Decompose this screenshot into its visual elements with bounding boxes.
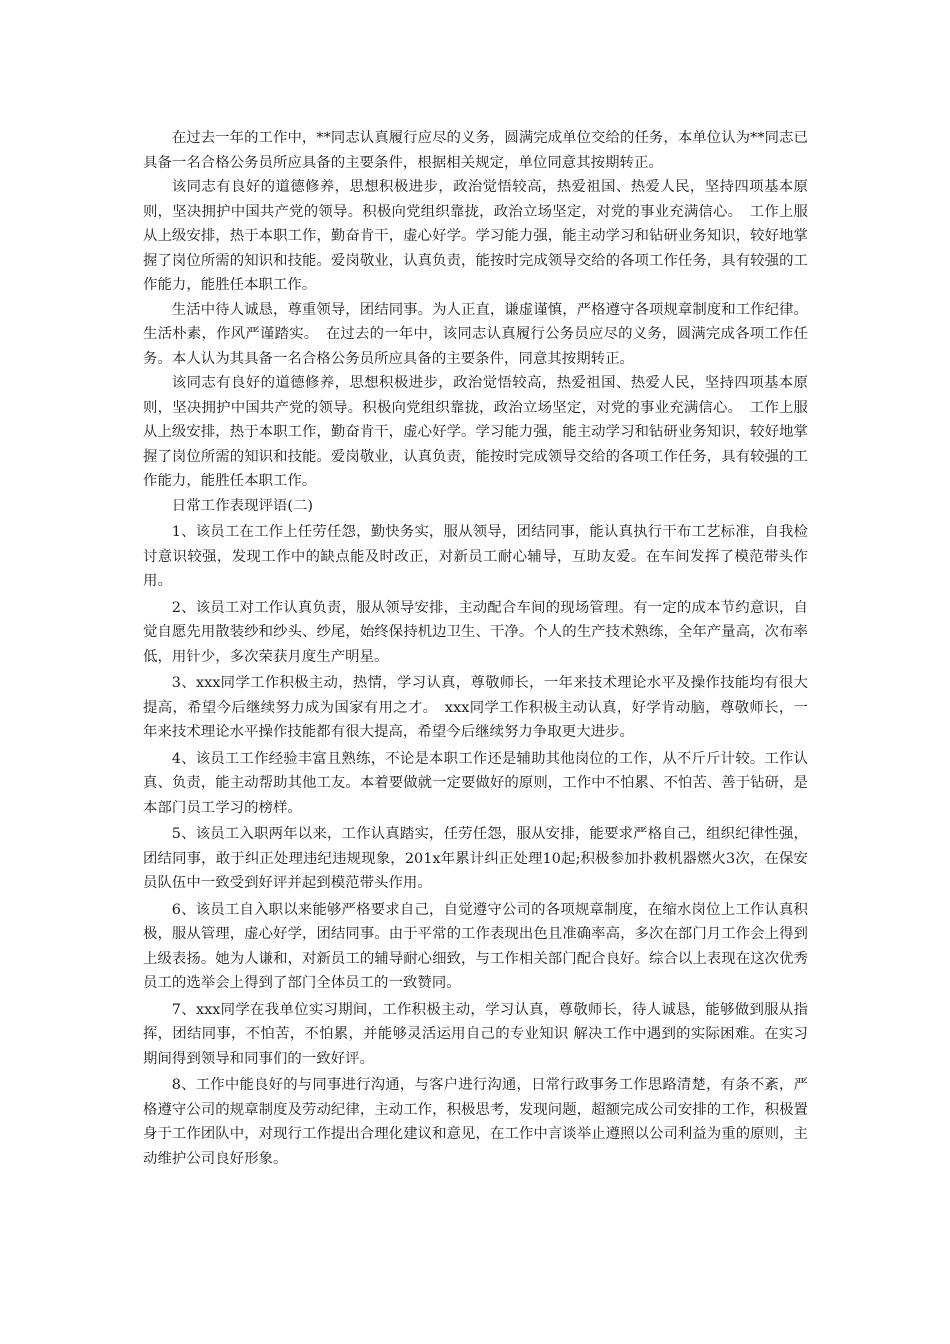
list-item-7: 7、xxx同学在我单位实习期间，工作积极主动，学习认真，尊敬师长，待人诚恳，能够做到服从指挥，团结同事，不怕苦，不怕累，并能够灵活运用自己的专业知识 解决工作中遇到的实际困难。在实习期间得到领导和同事们的一致好评。 (143, 1001, 808, 1067)
list-item-3: 3、xxx同学工作积极主动，热情，学习认真，尊敬师长，一年来技术理论水平及操作技能均有很大提高，希望今后继续努力成为国家有用之才。 xxx同学工作积极主动认真，好学肯动脑，尊敬师长，一年来技术理论水平操作技能都有很大提高，希望今后继续努力争取更大进步。 (143, 675, 808, 740)
section-heading: 日常工作表现评语(二) (171, 497, 314, 514)
paragraph-1: 在过去一年的工作中，**同志认真履行应尽的义务，圆满完成单位交给的任务，本单位认为**同志已具备一名合格公务员所应具备的主要条件，根据相关规定，单位同意其按期转正。 (143, 130, 808, 171)
list-item-6: 6、该员工自入职以来能够严格要求自己，自觉遵守公司的各项规章制度，在缩水岗位上工作认真积极，服从管理，虚心好学，团结同事。由于平常的工作表现出色且准确率高，多次在部门月工作会上得到上级表扬。她为人谦和，对新员工的辅导耐心细致，与工作相关部门配合良好。综合以上表现在这次优秀员工的选举会上得到了部门全体员工的一致赞同。 (143, 901, 808, 991)
paragraph-2: 该同志有良好的道德修养，思想积极进步，政治觉悟较高，热爱祖国、热爱人民，坚持四项基本原则，坚决拥护中国共产党的领导。积极向党组织靠拢，政治立场坚定，对党的事业充满信心。 工作上服从上级安排，热于本职工作，勤奋肯干，虚心好学。学习能力强，能主动学习和钻研业务知识，较好地掌握了岗位所需的知识和技能。爱岗敬业，认真负责，能按时完成领导交给的各项工作任务，具有较强的工作能力，能胜任本职工作。 (143, 179, 808, 293)
document-body (143, 126, 808, 1171)
list-item-1: 1、该员工在工作上任劳任怨，勤快务实，服从领导，团结同事，能认真执行干布工艺标准，自我检讨意识较强，发现工作中的缺点能及时改正，对新员工耐心辅导，互助友爱。在车间发挥了模范带头作用。 (143, 524, 808, 589)
paragraph-4: 该同志有良好的道德修养，思想积极进步，政治觉悟较高，热爱祖国、热爱人民，坚持四项基本原则，坚决拥护中国共产党的领导。积极向党组织靠拢，政治立场坚定，对党的事业充满信心。 工作上服从上级安排，热于本职工作，勤奋肯干，虚心好学。学习能力强，能主动学习和钻研业务知识，较好地掌握了岗位所需的知识和技能。爱岗敬业，认真负责，能按时完成领导交给的各项工作任务，具有较强的工作能力，能胜任本职工作。 (143, 375, 808, 489)
list-item-5: 5、该员工入职两年以来，工作认真踏实，任劳任怨，服从安排，能要求严格自己，组织纪律性强，团结同事，敢于纠正处理违纪违规现象，201x年累计纠正处理10起;积极参加扑救机器燃火3次，在保安员队伍中一致受到好评并起到模范带头作用。 (143, 826, 808, 891)
paragraph-3: 生活中待人诚恳，尊重领导，团结同事。为人正直，谦虚谨慎，严格遵守各项规章制度和工作纪律。生活朴素，作风严谨踏实。 在过去的一年中，该同志认真履行公务员应尽的义务，圆满完成各项工作任务。本人认为其具备一名合格公务员所应具备的主要条件，同意其按期转正。 (143, 301, 808, 367)
list-item-2: 2、该员工对工作认真负责，服从领导安排，主动配合车间的现场管理。有一定的成本节约意识，自觉自愿先用散装纱和纱头、纱尾，始终保持机边卫生、干净。个人的生产技术熟练，全年产量高，次布率低，用针少，多次荣获月度生产明星。 (143, 599, 808, 665)
list-item-4: 4、该员工工作经验丰富且熟练，不论是本职工作还是辅助其他岗位的工作，从不斤斤计较。工作认真、负责，能主动帮助其他工友。本着要做就一定要做好的原则，工作中不怕累、不怕苦、善于钻研，是本部门员工学习的榜样。 (143, 750, 808, 816)
list-item-8: 8、工作中能良好的与同事进行沟通，与客户进行沟通，日常行政事务工作思路清楚，有条不紊，严格遵守公司的规章制度及劳动纪律，主动工作，积极思考，发现问题，超额完成公司安排的工作，积极置身于工作团队中，对现行工作提出合理化建议和意见，在工作中言谈举止遵照以公司利益为重的原则，主动维护公司良好形象。 (143, 1077, 808, 1167)
